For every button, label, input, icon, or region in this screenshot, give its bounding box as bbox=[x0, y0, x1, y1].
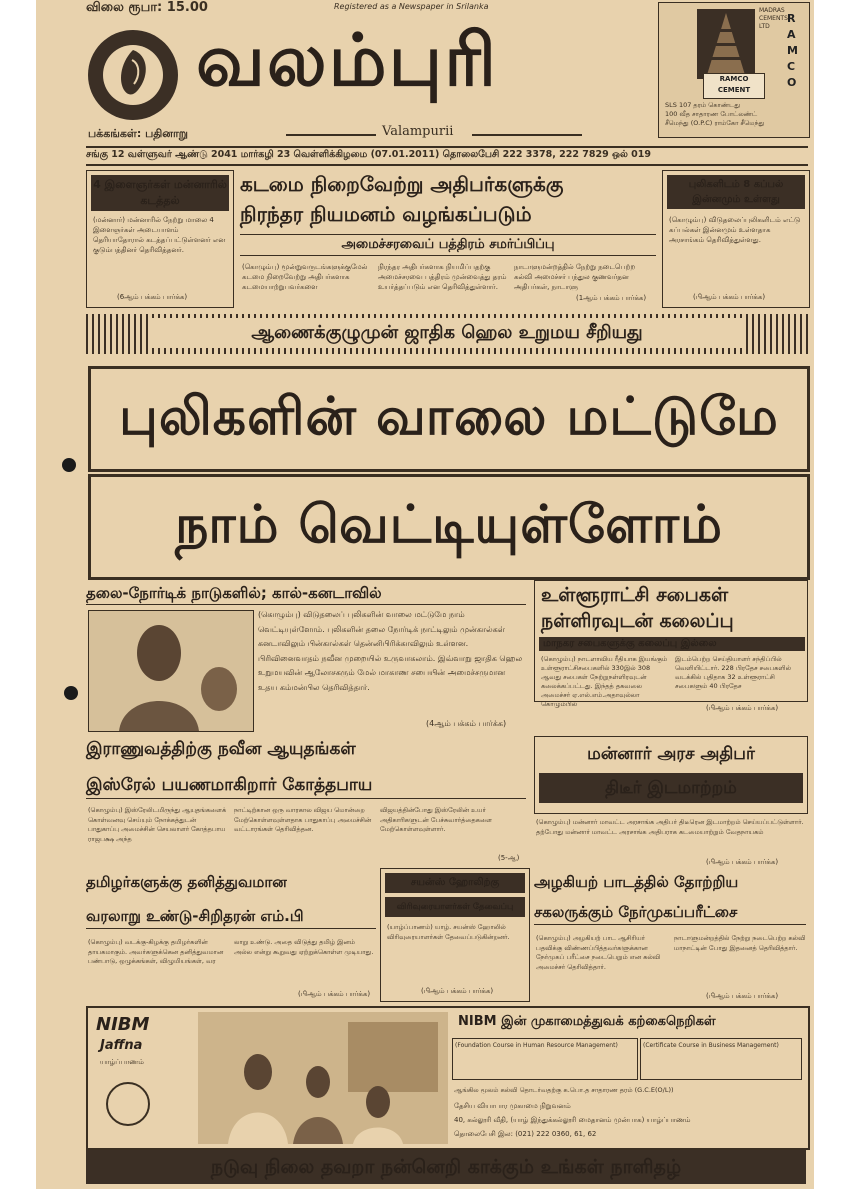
story-left-body: (கொழும்பு) விடுதலைப் புலிகளின் வாலை மட்டுமே நாம் வெட்டியுள்ளோம். புலிகளின் தலை நோர்டிக் நாட்டிலும் முன்கால்கள் கனடாவிலும் பின்கால்கள் தென்னிபிரிக்காவிலும் உள்ளன. பிரிவினைவாதம் நவீன முறையில் உருவாகலாம். இவ்வாறு ஜாதிக ஹெல உறுமயவின் ஆலோசகரும் மேல் மாகாண சபையின் அமைச்சருமான உதய கம்மன்பில தெரிவித்தார். bbox=[258, 610, 523, 692]
mannar-ref: (பிஆம் பக்கம் பார்க்க) bbox=[706, 858, 779, 866]
masthead-title: வலம்புரி bbox=[196, 18, 499, 102]
top-story-col1: (கொழும்பு) மூன்றுவருடங்களுக்குமேல் கடமை நிறைவேற்று அதிபர்களாக கடமையாற்றுபவர்களை bbox=[242, 263, 368, 291]
story-left-ref: (4ஆம் பக்கம் பார்க்க) bbox=[426, 719, 507, 728]
brief-right bbox=[662, 170, 810, 308]
mannar-headline-2: திடீர் இடமாற்றம் bbox=[539, 773, 803, 803]
ad-line3: சீமெந்து (O.P.C) ராம்கோ சீமெந்து bbox=[665, 119, 765, 127]
tamil-col1: (கொழும்பு) வடக்கு-கிழக்கு தமிழர்களின் தாயகமாகும். அவர்களுக்கென தனித்துவமான பண்பாடு, ஒழுக்கங்கள், விழுமியங்கள், வர bbox=[88, 938, 224, 965]
tamil-col2: லாறு உண்டு. அதை விடுத்து தமிழ் இனம் அல்ல என்று கூறுவது ஏற்றுக்கொள்ள முடியாது. bbox=[234, 938, 374, 956]
mannar-body: (கொழும்பு) மன்னார் மாவட்ட அரசாங்க அதிபர் திடீரென இடமாற்றம் செய்யப்பட்டுள்ளார். தற்போது மன்னார் மாவட்ட அரசாங்க அதிபராக கடமையாற்றும் வேதநாயகம் bbox=[536, 818, 804, 836]
ad-line1: SLS 107 தரம் கொண்டது bbox=[665, 101, 740, 109]
councils-headline-1: உள்ளூராட்சி சபைகள் bbox=[541, 584, 729, 606]
councils-col1: (கொழும்பு) நாடளாவிய ரீதியாக இயங்கும் உள்ளூராட்சிசபைகளில் 330இல் 308 ஆவது சபைகள் நேற்றுநள்ளிரவுடன் கலைக்கப்பட்டது. இந்தத் தகவலை அமைச்சர் ஏ.எல்.எம்.அதாவுல்லா கொழும்பில் bbox=[541, 655, 668, 708]
main-headline-line1: புலிகளின் வாலை மட்டுமே bbox=[119, 387, 779, 447]
top-story-subhead: அமைச்சரவைப் பத்திரம் சமர்ப்பிப்பு bbox=[240, 234, 656, 256]
emblem-icon bbox=[106, 1082, 150, 1126]
ad-company: MADRAS CEMENTS LTD bbox=[759, 7, 788, 30]
conch-logo bbox=[88, 30, 178, 120]
brief-right-body: (கொழும்பு) விடுதலைப்புலிகளிடம் எட்டு கப்பல்கள் இன்னமும் உள்ளதாக அரசாங்கம் தெரிவித்துள்ளது. bbox=[669, 216, 801, 244]
exam-col2: நாடாளுமன்றத்தில் நேற்று நடைபெற்ற கல்வி மாநாட்டின் போது இதனைத் தெரிவித்தார். bbox=[674, 934, 806, 952]
mannar-headline-1: மன்னார் அரச அதிபர் bbox=[587, 744, 755, 764]
nibm-city-tamil: யாழ்ப்பாணம் bbox=[100, 1058, 144, 1066]
nibm-course-1: (Foundation Course in Human Resource Management) bbox=[452, 1038, 638, 1080]
temple-icon bbox=[697, 9, 755, 79]
story-mannar bbox=[534, 736, 808, 814]
tamil-headline-2: வரலாறு உண்டு-சிறிதரன் எம்.பி bbox=[86, 904, 376, 929]
students-photo bbox=[198, 1012, 448, 1144]
registered-note: Registered as a Newspaper in Srilanka bbox=[334, 2, 489, 11]
councils-subhead: மாநகர சபைகளுக்கு கலைப்பு இல்லை bbox=[539, 637, 805, 651]
nibm-course-2: (Certificate Course in Business Management) bbox=[640, 1038, 802, 1080]
binding-hole bbox=[62, 458, 76, 472]
story-science bbox=[380, 868, 530, 1002]
science-body: (யாழ்ப்பாணம்) யாழ். சயன்ஸ் ஹோலில் விரிவுரையாளர்கள் தேவைப்படுகின்றனர். bbox=[387, 923, 510, 941]
army-headline-2: இஸ்ரேல் பயணமாகிறார் கோத்தபாய bbox=[86, 772, 526, 799]
brief-left-ref: (6ஆம் பக்கம் பார்க்க) bbox=[117, 293, 188, 301]
ramco-logo: RAMCO CEMENT bbox=[703, 73, 765, 99]
science-headline-1: சயன்ஸ் ஹோலிற்கு bbox=[385, 873, 525, 893]
price: விலை ரூபா: 15.00 bbox=[86, 0, 208, 15]
exam-ref: (பிஆம் பக்கம் பார்க்க) bbox=[706, 992, 779, 1000]
top-story-col2: நிரந்தர அதிபர்களாக நியமிப்பதற்கு அமைச்சரவை பத்திரம் முன்வைத்து தரம் உயர்த்தப்படும் என தெரிவித்துள்ளார். bbox=[378, 263, 507, 291]
main-headline-box-1 bbox=[88, 366, 810, 472]
exam-headline-2: சகலருக்கும் நேர்முகப்பரீட்சை bbox=[534, 900, 806, 925]
banner-strip bbox=[86, 314, 808, 354]
brief-right-headline: புலிகளிடம் 8 கப்பல் இன்னமும் உள்ளது bbox=[667, 175, 805, 209]
nibm-title: NIBM இன் முகாமைத்துவக் கற்கைநெறிகள் bbox=[458, 1014, 716, 1029]
pages-count: பக்கங்கள்: பதினாறு bbox=[88, 127, 188, 140]
nibm-logo: NIBM bbox=[96, 1014, 150, 1035]
nibm-city: Jaffna bbox=[100, 1038, 143, 1053]
army-col1: (கொழும்பு) இஸ்ரேலிடமிருந்து ஆயுதங்களைக் கொள்வனவு செய்யும் நோக்கத்துடன் பாதுகாப்பு அமைச்சின் செயலாளர் கோத்தபாய ராஜபக்ஷ அந்த bbox=[88, 806, 227, 843]
brief-right-ref: (பிஆம் பக்கம் பார்க்க) bbox=[693, 293, 766, 301]
speaker-photo bbox=[88, 610, 254, 732]
nibm-info-1: ஆங்கில மூலம் கல்வி தொடர்வதற்கு க.பொ.த சாதாரண தரம் (G.C.E(O/L)) bbox=[454, 1086, 674, 1094]
ad-line2: 100 வீத சாதாரண போட்லண்ட் bbox=[665, 110, 758, 118]
masthead-english: Valampurii bbox=[382, 124, 454, 139]
footer-slogan: நடுவு நிலை தவறா நன்னெறி காக்கும் உங்கள் நாளிதழ் bbox=[86, 1150, 806, 1184]
nibm-info-3: 40, கல்லூரி வீதி, (யாழ் இந்துக்கல்லூரி மைதானம் முன்பாக) யாழ்ப்பாணம் bbox=[454, 1116, 691, 1124]
brief-left-headline: 4 இளைஞர்கள் மன்னாரில் கடத்தல் bbox=[91, 175, 229, 211]
tamil-ref: (பிஆம் பக்கம் பார்க்க) bbox=[298, 990, 371, 998]
main-headline-box-2 bbox=[88, 474, 810, 580]
science-headline-2: விரிவுரையாளர்கள் தேவைப்பு bbox=[385, 897, 525, 917]
army-ref: (5-ஆ) bbox=[498, 854, 520, 862]
councils-ref: (பிஆம் பக்கம் பார்க்க) bbox=[706, 704, 779, 712]
binding-hole bbox=[64, 686, 78, 700]
brief-left-body: (மன்னார்) மன்னாரில் நேற்று மாலை 4 இளைஞர்கள் அடையாளம் தெரியாதோரால் கடத்தப்பட்டுள்ளனர் என குடும்பத்தினர் தெரிவித்தனர். bbox=[93, 216, 226, 254]
top-story-ref: (1ஆம் பக்கம் பார்க்க) bbox=[576, 294, 647, 302]
brief-left bbox=[86, 170, 234, 308]
nibm-info-2: தேசிய வியாபார முகாமை நிறுவனம் bbox=[454, 1102, 571, 1110]
top-story-headline-2: நிரந்தர நியமனம் வழங்கப்படும் bbox=[240, 202, 532, 226]
nibm-phone: தொலைபேசி இல: (021) 222 0360, 61, 62 bbox=[454, 1130, 597, 1138]
top-story-headline-1: கடமை நிறைவேற்று அதிபர்களுக்கு bbox=[240, 172, 564, 196]
exam-headline-1: அழகியற் பாடத்தில் தோற்றிய bbox=[534, 873, 739, 891]
tamil-headline-1: தமிழர்களுக்கு தனித்துவமான bbox=[86, 873, 287, 891]
exam-col1: (கொழும்பு) அழகியற் பாட ஆசிரியர் பதவிக்கு விண்ணப்பித்தவர்களுக்கான நேர்முகப் பரீட்சை நடைபெறும் என கல்வி அமைச்சர் தெரிவித்தார். bbox=[536, 934, 661, 971]
nibm-ad bbox=[86, 1006, 810, 1150]
banner-text: ஆணைக்குழுமுன் ஜாதிக ஹெல உறுமய சீறியது bbox=[152, 318, 742, 348]
army-headline-1: இராணுவத்திற்கு நவீன ஆயுதங்கள் bbox=[86, 739, 356, 759]
ramco-vertical: RAMCO bbox=[787, 12, 798, 89]
science-ref: (பிஆம் பக்கம் பார்க்க) bbox=[421, 987, 494, 995]
date-line: சங்கு 12 வள்ளுவர் ஆண்டு 2041 மார்கழி 23 வெள்ளிக்கிழமை (07.01.2011) தொலைபேசி 222 3378, 222 7829 ஒல் 019 bbox=[86, 149, 651, 160]
army-col2: நாட்டிற்கான ஒரு வாரகால விஜய மொன்றை மேற்கொள்ளவுள்ளதாக பாதுகாப்பு அமைச்சின் வட்டாரங்கள் தெரிவித்தன. bbox=[234, 806, 372, 833]
top-story-col3: நாடாளுமன்றத்தில் நேற்று நடைபெற்ற கல்வி அமைச்சர் பந்துல குணவர்தன அதிபர்கள், நாடாளு bbox=[514, 263, 636, 291]
councils-col2: இடம்பெற்ற செய்தியாளர் சந்திப்பில் வெளியிட்டார். 228 பிரதேச சபைகளில் வடக்கில் புதிதாக 32 உள்ளூராட்சி சபைகளும் 40 பிரதேச bbox=[675, 655, 792, 690]
army-col3: விஜயத்தின்போது இஸ்ரேலின் உயர் அதிகாரிகளுடன் பேச்சுவார்த்தைகளை மேற்கொள்ளவுள்ளார். bbox=[380, 806, 492, 833]
main-headline-line2: நாம் வெட்டியுள்ளோம் bbox=[175, 495, 723, 555]
ramco-cement-ad bbox=[658, 2, 810, 138]
newspaper-page bbox=[36, 0, 814, 1189]
councils-headline-2: நள்ளிரவுடன் கலைப்பு bbox=[541, 610, 734, 632]
story-left-kicker: தலை-நோர்டிக் நாடுகளில்; கால்-கனடாவில் bbox=[86, 582, 526, 605]
